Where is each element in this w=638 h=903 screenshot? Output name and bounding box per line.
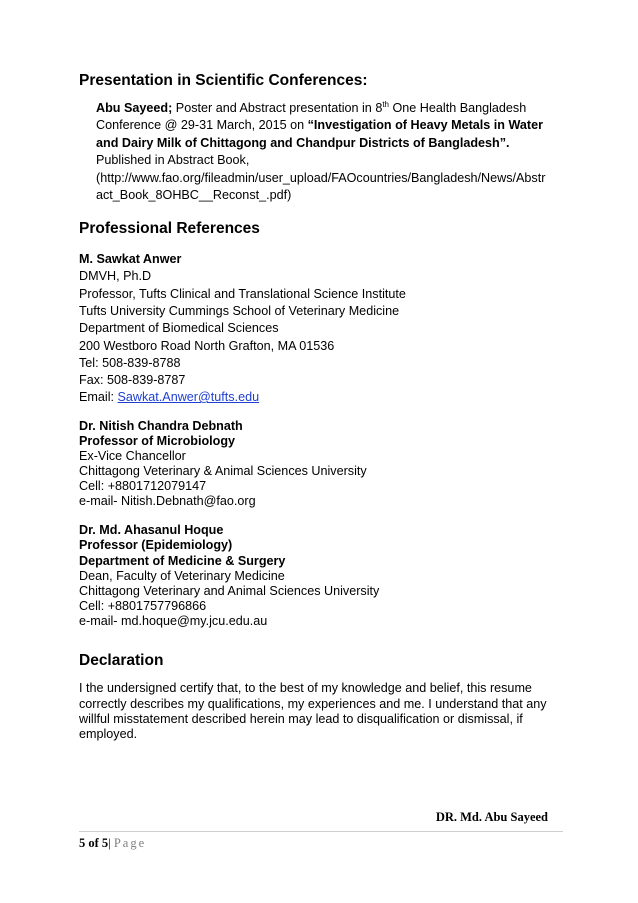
reference-line: Tel: 508-839-8788	[79, 356, 181, 370]
reference-title: Department of Medicine & Surgery	[79, 554, 286, 568]
reference-line: 200 Westboro Road North Grafton, MA 01536	[79, 339, 335, 353]
reference-line: Department of Biomedical Sciences	[79, 321, 279, 335]
conference-line	[96, 100, 526, 118]
section-heading-references: Professional References	[79, 220, 260, 237]
conference-line: Published in Abstract Book,	[96, 153, 250, 167]
footer-divider	[79, 831, 563, 832]
reference-line: Cell: +8801757796866	[79, 599, 207, 613]
section-heading-conferences: Presentation in Scientific Conferences:	[79, 72, 368, 89]
declaration-line: employed.	[79, 727, 138, 741]
reference-line: Dean, Faculty of Veterinary Medicine	[79, 569, 285, 583]
reference-line: DMVH, Ph.D	[79, 269, 152, 283]
declaration-line: I the undersigned certify that, to the best of my knowledge and belief, this resume	[79, 681, 532, 695]
conference-line	[96, 117, 543, 135]
conference-title: “Investigation of Heavy Metals in Water	[307, 118, 543, 132]
declaration-line: willful misstatement described herein may lead to disqualification or dismissal, if	[79, 712, 523, 726]
reference-line: Chittagong Veterinary and Animal Sciences University	[79, 584, 380, 598]
conference-text: One Health Bangladesh	[389, 101, 527, 115]
email-label: Email:	[79, 390, 118, 404]
section-heading-declaration: Declaration	[79, 652, 164, 669]
conference-line: act_Book_8OHBC__Reconst_.pdf)	[96, 188, 292, 202]
email-link[interactable]: Sawkat.Anwer@tufts.edu	[117, 390, 260, 404]
reference-name: Dr. Nitish Chandra Debnath	[79, 419, 243, 433]
reference-line: Chittagong Veterinary & Animal Sciences University	[79, 464, 367, 478]
page-count: 5 of 5	[79, 836, 109, 850]
footer-signature-name: DR. Md. Abu Sayeed	[435, 810, 548, 824]
conference-text: Conference @ 29-31 March, 2015 on	[96, 118, 308, 132]
reference-name: Dr. Md. Ahasanul Hoque	[79, 523, 224, 537]
reference-line: e-mail- md.hoque@my.jcu.edu.au	[79, 614, 268, 628]
conference-author: Abu Sayeed;	[96, 101, 173, 115]
reference-line: Fax: 508-839-8787	[79, 373, 186, 387]
reference-name: M. Sawkat Anwer	[79, 252, 182, 266]
page-separator: |	[108, 836, 114, 850]
reference-line: Tufts University Cummings School of Veterinary Medicine	[79, 304, 400, 318]
ordinal-superscript: th	[382, 99, 389, 109]
reference-title: Professor of Microbiology	[79, 434, 236, 448]
reference-title: Professor (Epidemiology)	[79, 538, 233, 552]
reference-line: Ex-Vice Chancellor	[79, 449, 186, 463]
conference-line: and Dairy Milk of Chittagong and Chandpur Districts of Bangladesh”.	[96, 136, 510, 150]
reference-line: e-mail- Nitish.Debnath@fao.org	[79, 494, 256, 508]
reference-line: Professor, Tufts Clinical and Translational Science Institute	[79, 287, 406, 301]
footer-page-number	[79, 836, 146, 851]
reference-email-line	[79, 389, 259, 407]
conference-text: Poster and Abstract presentation in 8	[172, 101, 383, 115]
reference-line: Cell: +8801712079147	[79, 479, 207, 493]
page-label: Page	[113, 836, 147, 850]
declaration-line: correctly describes my qualifications, my experiences and me. I understand that any	[79, 697, 547, 711]
conference-line: (http://www.fao.org/fileadmin/user_upload/FAOcountries/Bangladesh/News/Abstr	[96, 171, 546, 185]
